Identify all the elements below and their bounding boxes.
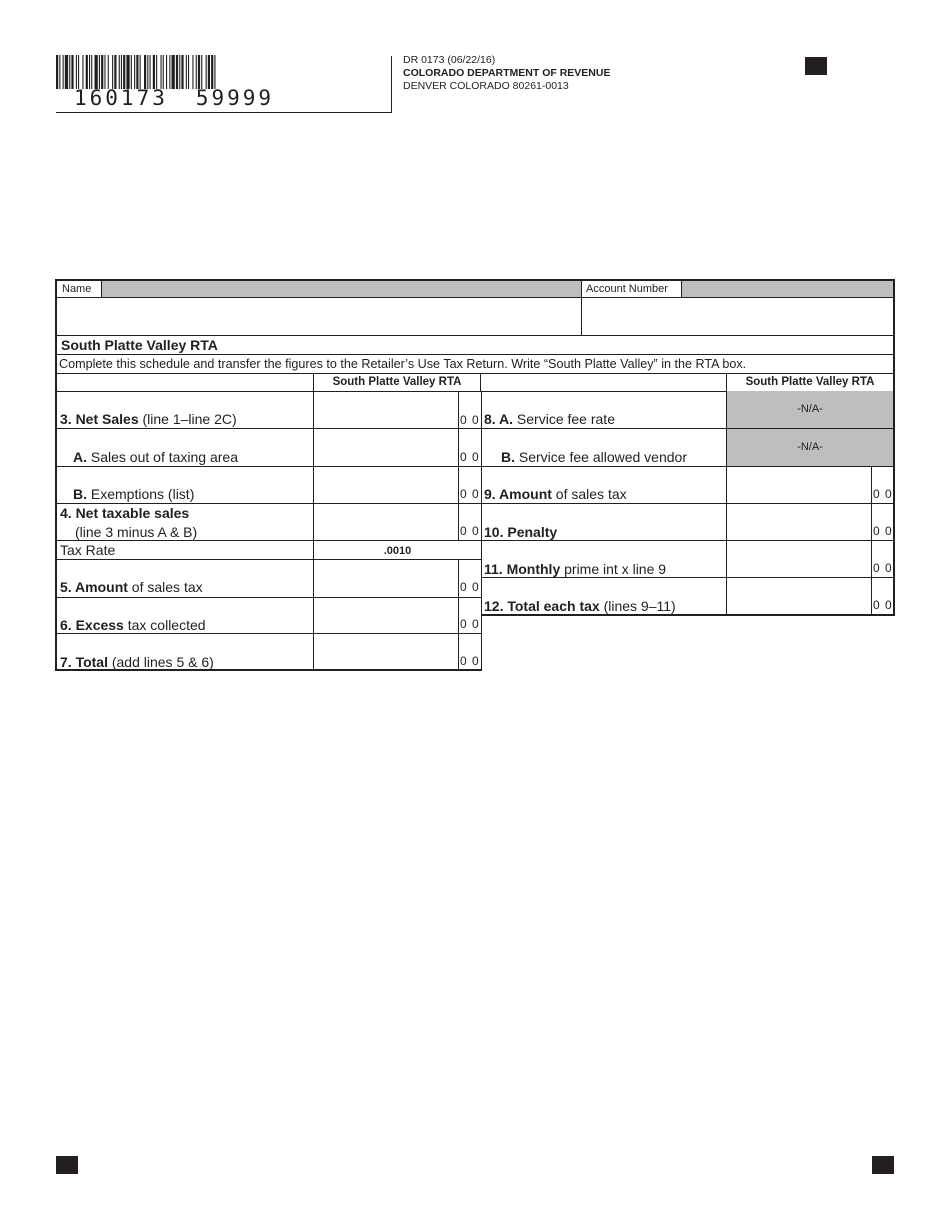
line-3a-sales-out-input[interactable] <box>313 429 459 466</box>
barcode-bar <box>176 55 178 89</box>
line-10-cents: 0 0 <box>873 524 893 538</box>
line-12-number: 12. Total each tax <box>484 598 600 614</box>
line-9-amount-input[interactable] <box>726 467 872 503</box>
line-8a-number: 8. A. <box>484 411 514 427</box>
line-11-cents: 0 0 <box>873 561 893 575</box>
barcode-bar <box>56 55 58 89</box>
line-3b-label <box>73 486 194 502</box>
department-address: DENVER COLORADO 80261-0013 <box>403 80 569 92</box>
name-field[interactable] <box>57 298 581 335</box>
form-header-info <box>403 54 610 93</box>
barcode-bar <box>71 55 73 89</box>
barcode <box>56 55 311 89</box>
name-header-shade <box>102 281 581 298</box>
barcode-bar <box>179 55 180 89</box>
line-4-subtitle: (line 3 minus A & B) <box>75 524 198 540</box>
barcode-bar <box>214 55 215 89</box>
line-3b-cents: 0 0 <box>460 487 480 501</box>
barcode-bar <box>82 55 83 89</box>
line-7-cents: 0 0 <box>460 654 480 668</box>
barcode-bar <box>89 55 90 89</box>
left-column-header <box>313 374 481 391</box>
tax-rate-label: Tax Rate <box>60 542 116 558</box>
barcode-bar <box>192 55 193 89</box>
barcode-bar <box>131 55 132 89</box>
barcode-bar <box>201 55 202 89</box>
barcode-bar <box>123 55 125 89</box>
left-column-header-text: South Platte Valley RTA <box>332 376 462 388</box>
line-5-cents: 0 0 <box>460 580 480 594</box>
line-3b-text: Exemptions (list) <box>87 486 195 502</box>
right-column-header <box>726 374 893 391</box>
barcode-bar <box>166 55 167 89</box>
barcode-bar <box>112 55 113 89</box>
barcode-bar <box>211 55 213 89</box>
line-7-number: 7. Total <box>60 654 108 670</box>
line-9-label <box>484 486 627 502</box>
barcode-number-left: 160173 <box>74 86 168 110</box>
line-6-cents: 0 0 <box>460 617 480 631</box>
barcode-bar <box>196 55 197 89</box>
barcode-bar <box>172 55 175 89</box>
line-3-net-sales-input[interactable] <box>313 391 459 428</box>
line-10-label: 10. Penalty <box>484 524 558 540</box>
line-8b-na-cell <box>726 429 893 466</box>
line-12-text: (lines 9–11) <box>599 598 676 614</box>
name-label: Name <box>62 283 92 295</box>
line-5-number: 5. Amount <box>60 579 128 595</box>
account-header-shade <box>682 281 893 298</box>
barcode-bar <box>126 55 129 89</box>
barcode-bar <box>119 55 120 89</box>
form-number: DR 0173 (06/22/16) <box>403 54 496 66</box>
line-12-label <box>484 598 676 614</box>
instructions-row <box>55 354 895 373</box>
barcode-bar <box>147 55 148 89</box>
section-title: South Platte Valley RTA <box>61 337 218 353</box>
line-12-total-input[interactable] <box>726 578 872 614</box>
line-7-label <box>60 654 214 670</box>
line-9-text: of sales tax <box>551 486 627 502</box>
line-8b-letter: B. <box>501 449 515 465</box>
line-3a-letter: A. <box>73 449 87 465</box>
barcode-bar <box>59 55 60 89</box>
line-3a-label <box>73 449 238 465</box>
line-9-number: 9. Amount <box>484 486 552 502</box>
barcode-bar <box>156 55 157 89</box>
registration-mark-bottom-left <box>56 1156 78 1174</box>
barcode-bar <box>208 55 210 89</box>
barcode-bar <box>150 55 151 89</box>
line-8b-text: Service fee allowed vendor <box>515 449 687 465</box>
line-3-cents: 0 0 <box>460 413 480 427</box>
barcode-bar <box>144 55 146 89</box>
barcode-bar <box>181 55 183 89</box>
barcode-bar <box>69 55 70 89</box>
line-4-cents: 0 0 <box>460 524 480 538</box>
account-number-field[interactable] <box>581 298 893 335</box>
line-3-text: (line 1–line 2C) <box>138 411 237 427</box>
barcode-bar <box>65 55 68 89</box>
line-6-excess-input[interactable] <box>313 598 459 633</box>
line-8a-text: Service fee rate <box>513 411 615 427</box>
line-8a-label <box>484 411 615 427</box>
barcode-bar <box>78 55 79 89</box>
barcode-bar <box>206 55 207 89</box>
barcode-bar <box>134 55 135 89</box>
line-6-label <box>60 617 206 633</box>
line-9-cents: 0 0 <box>873 487 893 501</box>
barcode-bar <box>188 55 189 89</box>
section-title-row <box>55 335 895 354</box>
line-11-number: 11. Monthly <box>484 561 561 577</box>
registration-mark-bottom-right <box>872 1156 894 1174</box>
line-6-number: 6. Excess <box>60 617 124 633</box>
line-5-amount-input[interactable] <box>313 560 459 597</box>
barcode-bar <box>121 55 122 89</box>
line-3a-cents: 0 0 <box>460 450 480 464</box>
line-11-text: prime int x line 9 <box>560 561 667 577</box>
account-number-label: Account Number <box>586 283 668 295</box>
line-7-total-input[interactable] <box>313 634 459 669</box>
line-11-label <box>484 561 666 577</box>
barcode-number-right: 59999 <box>195 86 275 110</box>
header-divider <box>391 56 392 113</box>
barcode-number <box>74 86 274 110</box>
barcode-bar <box>63 55 64 89</box>
barcode-bar <box>186 55 187 89</box>
tax-rate-cell <box>313 541 481 560</box>
barcode-bar <box>114 55 116 89</box>
line-5-label <box>60 579 203 595</box>
line-3b-exemptions-input[interactable] <box>313 467 459 503</box>
account-label-cell <box>581 281 682 298</box>
barcode-bar <box>101 55 103 89</box>
barcode-bar <box>91 55 92 89</box>
line-4-net-taxable-input[interactable] <box>313 504 459 540</box>
barcode-bar <box>108 55 109 89</box>
barcode-bar <box>99 55 100 89</box>
line-11-interest-input[interactable] <box>726 541 872 577</box>
line-8b-label <box>501 449 687 465</box>
line-8a-na-cell <box>726 391 893 428</box>
line-3-label <box>60 411 237 427</box>
barcode-bar <box>104 55 105 89</box>
line-3-number: 3. Net Sales <box>60 411 139 427</box>
barcode-bar <box>161 55 162 89</box>
line-3b-letter: B. <box>73 486 87 502</box>
line-3a-text: Sales out of taxing area <box>87 449 238 465</box>
instructions: Complete this schedule and transfer the figures to the Retailer’s Use Tax Return. Write “South Platte Valley” in the RTA box. <box>59 357 747 371</box>
department-name: COLORADO DEPARTMENT OF REVENUE <box>403 67 611 79</box>
registration-mark-top-right <box>805 57 827 75</box>
line-7-text: (add lines 5 & 6) <box>107 654 214 670</box>
barcode-bar <box>86 55 88 89</box>
header-rule <box>56 112 392 113</box>
line-4-title: 4. Net taxable sales <box>60 505 190 521</box>
right-column-header-text: South Platte Valley RTA <box>745 376 875 388</box>
barcode-bar <box>153 55 155 89</box>
barcode-bar <box>198 55 200 89</box>
barcode-bar <box>163 55 164 89</box>
line-5-text: of sales tax <box>127 579 203 595</box>
line-8a-na: -N/A- <box>797 403 823 415</box>
line-6-text: tax collected <box>123 617 206 633</box>
line-12-cents: 0 0 <box>873 598 893 612</box>
barcode-bar <box>76 55 77 89</box>
barcode-bar <box>140 55 141 89</box>
line-10-penalty-input[interactable] <box>726 504 872 540</box>
line-8b-na: -N/A- <box>797 441 823 453</box>
tax-rate-value: .0010 <box>383 545 412 557</box>
name-label-cell <box>57 281 102 298</box>
barcode-bar <box>95 55 98 89</box>
barcode-bar <box>169 55 170 89</box>
barcode-bar <box>136 55 138 89</box>
